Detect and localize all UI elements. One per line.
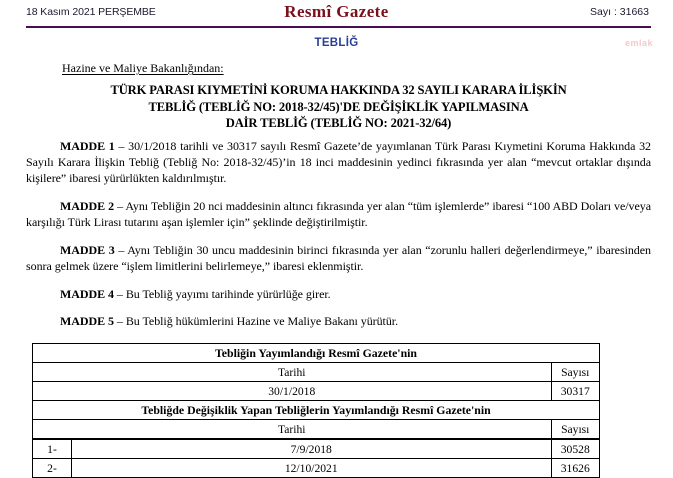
table-cell-date: 12/10/2021 — [72, 459, 552, 478]
table-row — [33, 420, 600, 440]
watermark-text: emlak — [624, 38, 653, 48]
publication-date: 18 Kasım 2021 PERŞEMBE — [26, 6, 156, 18]
article-label: MADDE 3 — [60, 242, 115, 257]
article-label: MADDE 5 — [60, 314, 114, 329]
page-title-line-3: DAİR TEBLİĞ (TEBLİĞ NO: 2021-32/64) — [225, 116, 452, 131]
publication-history-table — [32, 343, 600, 478]
gazette-title: Resmî Gazete — [284, 2, 389, 21]
article-text: Bu Tebliğ yayımı tarihinde yürürlüğe girer. — [125, 286, 331, 301]
article-label: MADDE 2 — [60, 198, 115, 213]
masthead — [0, 0, 673, 24]
page-title — [26, 82, 651, 132]
table-row — [33, 459, 600, 478]
article-paragraph — [26, 287, 651, 303]
section-heading: TEBLİĞ — [314, 37, 359, 49]
table-section1-col-date: Tarihi — [33, 363, 552, 382]
article-paragraph — [26, 199, 651, 231]
article-dash: – — [113, 314, 126, 329]
article-text: Aynı Tebliğin 20 nci maddesinin altıncı fıkrasında yer alan “tüm işlemlerde” ibaresi “100 ABD Doları ve/veya karşılığı Türk Lirası tutarını aşan işlemler için” şeklinde değiştirilmiştir. — [26, 198, 651, 229]
article-dash: – — [114, 138, 129, 153]
table-cell-number: 30317 — [551, 382, 600, 401]
table-row — [33, 363, 600, 382]
article-paragraph — [26, 139, 651, 187]
article-label: MADDE 4 — [60, 286, 114, 301]
table-row — [33, 344, 600, 363]
table-row — [33, 439, 600, 459]
table-section2-col-date: Tarihi — [33, 420, 552, 440]
article-label: MADDE 1 — [60, 138, 115, 153]
article-text: Aynı Tebliğin 30 uncu maddesinin birinci fıkrasında yer alan “zorunlu halleri değerlendirmeye,” ibaresinden sonra gelmek üzere “işlem limitlerini belirlemeye,” ibaresi eklenmiştir. — [26, 242, 651, 273]
table-cell-date: 7/9/2018 — [72, 439, 552, 459]
article-paragraph — [26, 314, 651, 330]
table-cell-date: 30/1/2018 — [33, 382, 552, 401]
table-section1-col-number: Sayısı — [551, 363, 600, 382]
issue-number: Sayı : 31663 — [590, 6, 649, 18]
table-cell-number: 31626 — [551, 459, 600, 478]
table-row — [33, 401, 600, 420]
page-title-line-1: TÜRK PARASI KIYMETİNİ KORUMA HAKKINDA 32 SAYILI KARARA İLİŞKİN — [110, 83, 567, 97]
article-dash: – — [113, 286, 126, 301]
article-dash: – — [114, 242, 128, 257]
article-paragraph — [26, 243, 651, 275]
publication-history-table-wrapper — [32, 343, 600, 478]
document-content — [0, 61, 673, 478]
article-text: 30/1/2018 tarihli ve 30317 sayılı Resmî Gazete’de yayımlanan Türk Parası Kıymetini Koruma Hakkında 32 Sayılı Karara İlişkin Tebliğ (Tebliğ No: 2018-32/45)’in 18 inci maddesinin yedinci fıkrasında yer alan “mevcut ortaklar dışında kişilere” ibaresi yürürlükten kaldırılmıştır. — [26, 138, 652, 185]
page-title-line-2: TEBLİĞ (TEBLİĞ NO: 2018-32/45)'DE DEĞİŞİKLİK YAPILMASINA — [148, 99, 529, 114]
table-cell-index: 2- — [33, 459, 72, 478]
table-row — [33, 382, 600, 401]
article-dash: – — [114, 198, 126, 213]
article-text: Bu Tebliğ hükümlerini Hazine ve Maliye Bakanı yürütür. — [125, 314, 399, 329]
table-section2-title: Tebliğde Değişiklik Yapan Tebliğlerin Yayımlandığı Resmî Gazete'nin — [33, 401, 600, 420]
table-section1-title: Tebliğin Yayımlandığı Resmî Gazete'nin — [33, 344, 600, 363]
table-section2-col-number: Sayısı — [551, 420, 600, 440]
masthead-divider — [26, 26, 651, 28]
table-cell-number: 30528 — [551, 439, 600, 459]
table-cell-index: 1- — [33, 439, 72, 459]
issuing-authority: Hazine ve Maliye Bakanlığından: — [62, 61, 224, 75]
